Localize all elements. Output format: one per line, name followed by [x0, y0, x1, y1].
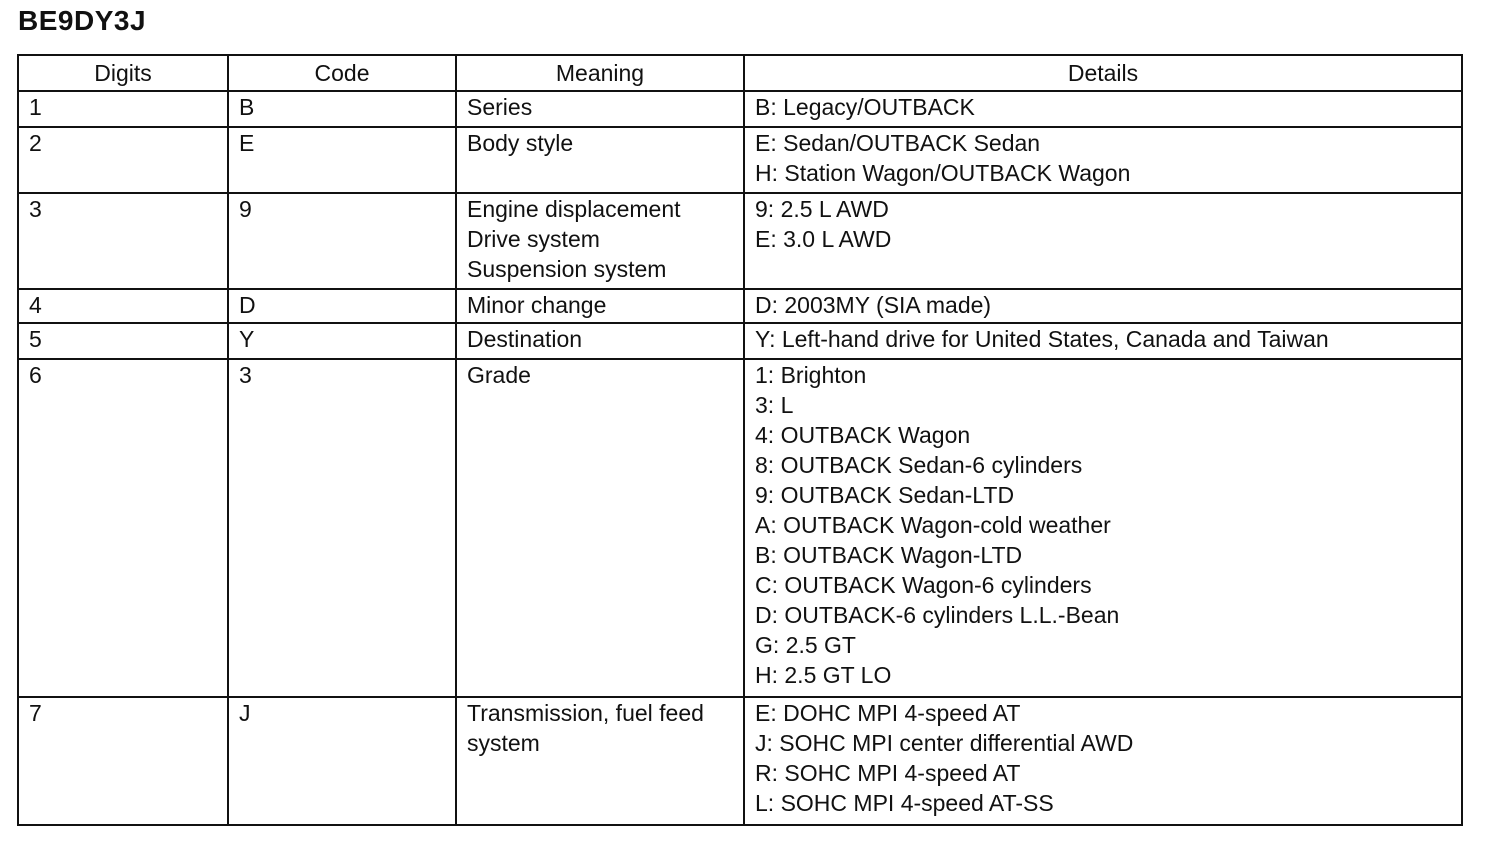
cell-code: 9 [228, 193, 456, 289]
cell-details [744, 289, 1462, 323]
cell-meaning [456, 697, 744, 825]
detail-line: C: OUTBACK Wagon-6 cylinders [755, 572, 1092, 598]
meaning-line: Transmission, fuel feed system [467, 700, 704, 756]
detail-line: E: DOHC MPI 4-speed AT [755, 700, 1021, 726]
cell-meaning [456, 289, 744, 323]
cell-code: E [228, 127, 456, 193]
cell-details [744, 193, 1462, 289]
cell-code: D [228, 289, 456, 323]
document-title: BE9DY3J [18, 5, 147, 36]
cell-details [744, 127, 1462, 193]
cell-meaning [456, 193, 744, 289]
cell-digit: 1 [18, 91, 228, 127]
meaning-line: Engine displacement [467, 196, 681, 222]
detail-line: J: SOHC MPI center differential AWD [755, 730, 1134, 756]
cell-meaning [456, 91, 744, 127]
cell-meaning [456, 323, 744, 359]
detail-line: Y: Left-hand drive for United States, Canada and Taiwan [755, 326, 1329, 352]
cell-code: J [228, 697, 456, 825]
header-details: Details [744, 55, 1462, 91]
detail-line: D: OUTBACK-6 cylinders L.L.-Bean [755, 602, 1120, 628]
detail-line: 9: OUTBACK Sedan-LTD [755, 482, 1015, 508]
cell-digit: 5 [18, 323, 228, 359]
header-meaning: Meaning [456, 55, 744, 91]
header-digits: Digits [18, 55, 228, 91]
table-row [18, 697, 1462, 825]
detail-line: 3: L [755, 392, 794, 418]
detail-line: 9: 2.5 L AWD [755, 196, 889, 222]
cell-digit: 4 [18, 289, 228, 323]
cell-code: Y [228, 323, 456, 359]
cell-meaning [456, 127, 744, 193]
cell-details [744, 91, 1462, 127]
meaning-line: Suspension system [467, 256, 667, 282]
detail-line: H: Station Wagon/OUTBACK Wagon [755, 160, 1131, 186]
meaning-line: Body style [467, 130, 574, 156]
detail-line: 8: OUTBACK Sedan-6 cylinders [755, 452, 1083, 478]
cell-digit: 7 [18, 697, 228, 825]
header-code: Code [228, 55, 456, 91]
table-body [18, 91, 1462, 825]
cell-code: 3 [228, 359, 456, 697]
cell-meaning [456, 359, 744, 697]
detail-line: 4: OUTBACK Wagon [755, 422, 971, 448]
detail-line: B: OUTBACK Wagon-LTD [755, 542, 1023, 568]
detail-line: D: 2003MY (SIA made) [755, 292, 992, 318]
detail-line: L: SOHC MPI 4-speed AT-SS [755, 790, 1054, 816]
model-code-table [17, 54, 1463, 826]
detail-line: E: Sedan/OUTBACK Sedan [755, 130, 1041, 156]
cell-details [744, 697, 1462, 825]
meaning-line: Drive system [467, 226, 600, 252]
table-row [18, 359, 1462, 697]
table-row [18, 323, 1462, 359]
detail-line: G: 2.5 GT [755, 632, 856, 658]
table-row [18, 127, 1462, 193]
meaning-line: Series [467, 94, 533, 120]
detail-line: B: Legacy/OUTBACK [755, 94, 975, 120]
table-header-row [18, 55, 1462, 91]
detail-line: 1: Brighton [755, 362, 867, 388]
cell-details [744, 359, 1462, 697]
cell-digit: 3 [18, 193, 228, 289]
table-row [18, 193, 1462, 289]
detail-line: E: 3.0 L AWD [755, 226, 892, 252]
cell-digit: 2 [18, 127, 228, 193]
meaning-line: Grade [467, 362, 531, 388]
cell-digit: 6 [18, 359, 228, 697]
detail-line: A: OUTBACK Wagon-cold weather [755, 512, 1111, 538]
detail-line: H: 2.5 GT LO [755, 662, 892, 688]
cell-details [744, 323, 1462, 359]
detail-line: R: SOHC MPI 4-speed AT [755, 760, 1021, 786]
table-row [18, 91, 1462, 127]
table-row [18, 289, 1462, 323]
meaning-line: Minor change [467, 292, 607, 318]
meaning-line: Destination [467, 326, 583, 352]
cell-code: B [228, 91, 456, 127]
